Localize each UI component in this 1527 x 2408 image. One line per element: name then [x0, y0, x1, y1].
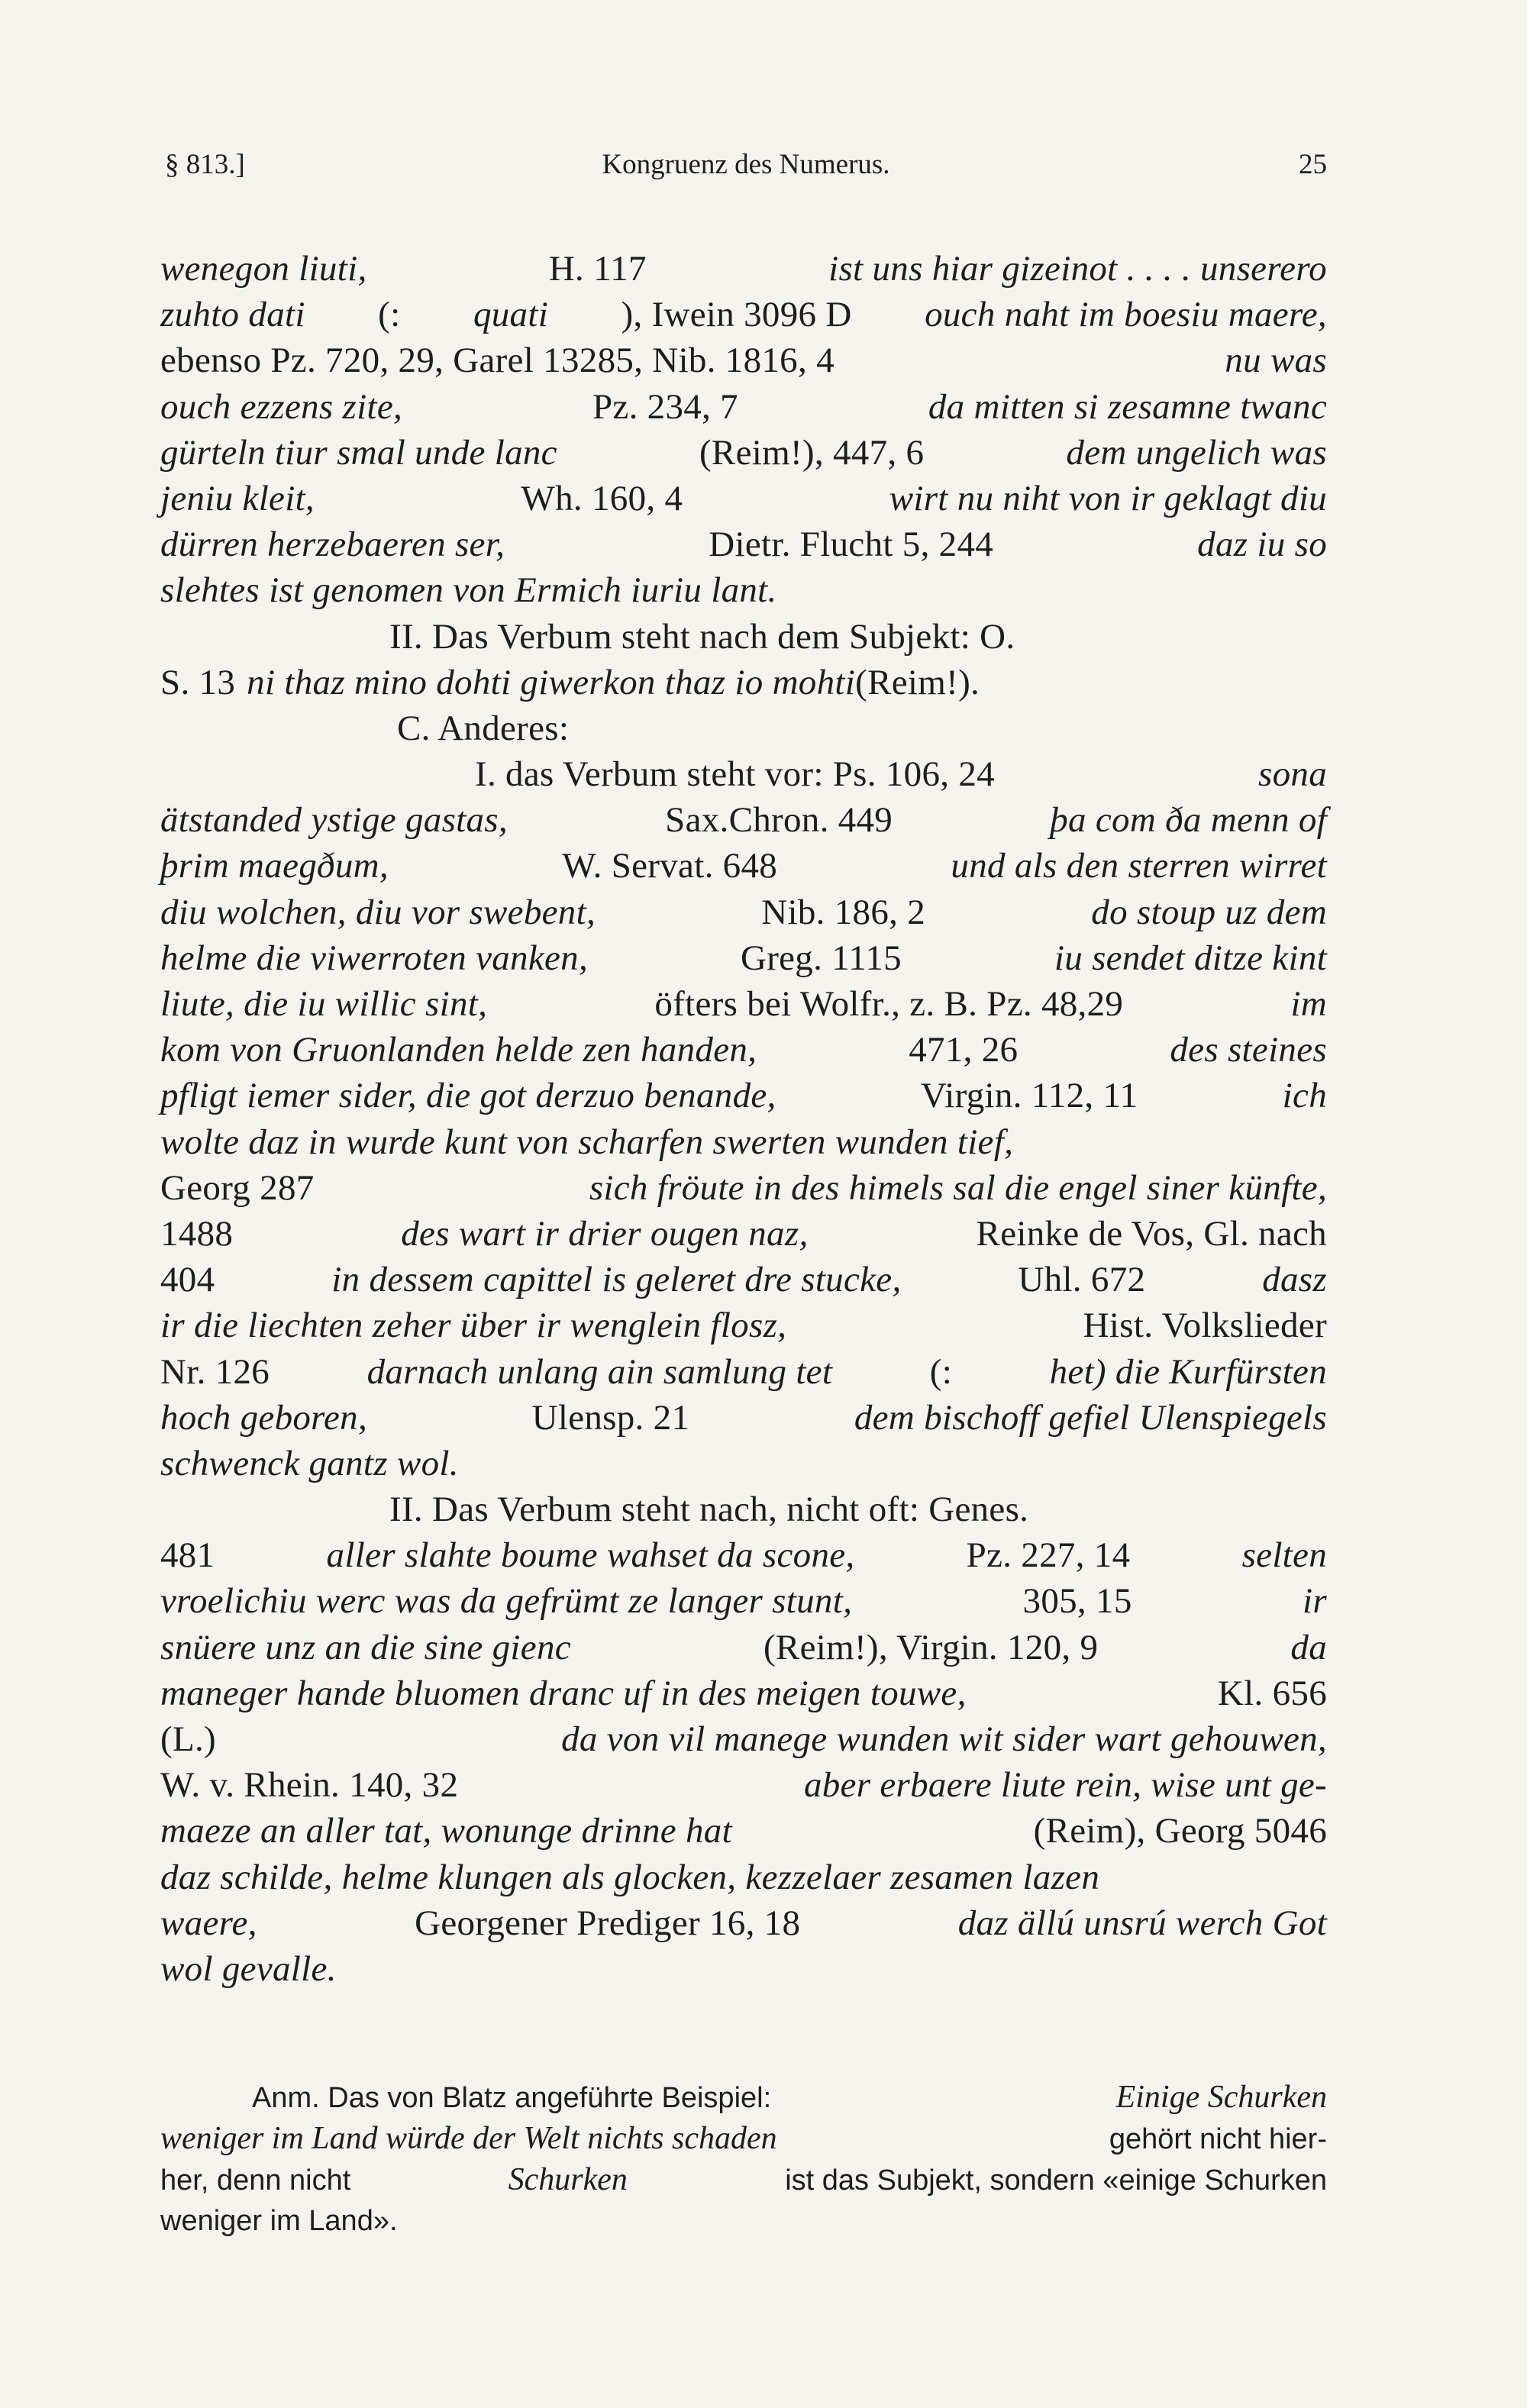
citation-text: 1488	[160, 1213, 234, 1254]
quoted-example: wolte daz in wurde kunt von scharfen swerten wunden tief,	[160, 1122, 1014, 1162]
text-line	[160, 1946, 1327, 1992]
quoted-example: do stoup uz dem	[1091, 892, 1327, 932]
quoted-example: da	[1290, 1627, 1327, 1667]
text-line	[160, 1211, 1327, 1257]
citation-text: her, denn nicht	[160, 2164, 351, 2197]
citation-text: Nr. 126	[160, 1351, 270, 1392]
text-line	[160, 981, 1327, 1027]
citation-text: ), Iwein 3096 D	[621, 295, 852, 335]
text-line	[160, 1716, 1327, 1762]
section-marker: § 813.]	[165, 149, 245, 180]
citation-text: ebenso Pz. 720, 29, Garel 13285, Nib. 1816, 4	[160, 341, 835, 381]
text-line	[160, 430, 1327, 476]
citation-text: Wh. 160, 4	[521, 478, 683, 518]
citation-text: C. Anderes:	[397, 708, 570, 748]
quoted-example: dem ungelich was	[1066, 432, 1327, 473]
text-line	[160, 1808, 1327, 1854]
quoted-example: iu sendet ditze kint	[1054, 938, 1327, 978]
quoted-example: daz schilde, helme klungen als glocken, kezzelaer zesamen lazen	[160, 1857, 1100, 1897]
quoted-example: liute, die iu willic sint,	[160, 984, 488, 1024]
quoted-example: wenegon liuti,	[160, 249, 367, 289]
citation-text: Dietr. Flucht 5, 244	[709, 525, 994, 565]
citation-text: Ulensp. 21	[531, 1397, 690, 1438]
citation-text: (Reim), Georg 5046	[1033, 1811, 1327, 1851]
quoted-example: maneger hande bluomen dranc uf in des meigen touwe,	[160, 1673, 967, 1713]
citation-text: ist das Subjekt, sondern «einige Schurken	[785, 2164, 1327, 2197]
note-line	[160, 2200, 1327, 2242]
text-line	[160, 521, 1327, 567]
quoted-example: quati	[473, 295, 549, 335]
quoted-example: da mitten si zesamne twanc	[928, 386, 1327, 427]
text-line	[160, 614, 1327, 660]
citation-text: Anm. Das von Blatz angeführte Beispiel:	[252, 2082, 772, 2114]
quoted-example: wol gevalle.	[160, 1948, 337, 1989]
quoted-example: ouch naht im boesiu maere,	[925, 295, 1327, 335]
quoted-example: hoch geboren,	[160, 1397, 368, 1438]
quoted-example: dasz	[1262, 1260, 1327, 1300]
quoted-example: pfligt iemer sider, die got derzuo benande,	[160, 1076, 776, 1116]
quoted-example: weniger im Land würde der Welt nichts schaden	[160, 2121, 777, 2156]
note-line	[160, 2159, 1327, 2200]
quoted-example: slehtes ist genomen von Ermich iuriu lant.	[160, 570, 777, 611]
quoted-example: in dessem capittel is geleret dre stucke,	[331, 1260, 902, 1300]
citation-text: öfters bei Wolfr., z. B. Pz. 48,29	[654, 984, 1124, 1024]
quoted-example: ouch ezzens zite,	[160, 386, 403, 427]
citation-text: (Reim!).	[855, 662, 980, 702]
citation-text: (Reim!), 447, 6	[699, 432, 925, 473]
text-line	[160, 705, 1327, 751]
text-line	[160, 1854, 1327, 1900]
citation-text: Nib. 186, 2	[761, 892, 926, 932]
citation-text: II. Das Verbum steht nach dem Subjekt: O.	[389, 616, 1015, 657]
text-line	[160, 337, 1327, 383]
citation-text: (L.)	[160, 1719, 216, 1759]
quoted-example: daz iu so	[1197, 525, 1327, 565]
citation-text: weniger im Land».	[160, 2205, 398, 2237]
citation-text: Kl. 656	[1217, 1673, 1327, 1713]
citation-text: Virgin. 112, 11	[920, 1076, 1138, 1116]
text-line	[160, 1900, 1327, 1946]
text-line	[160, 1486, 1327, 1532]
text-line	[160, 384, 1327, 430]
citation-text: 471, 26	[909, 1030, 1019, 1070]
text-line	[160, 1578, 1327, 1624]
text-line	[160, 1395, 1327, 1441]
quoted-example: dürren herzebaeren ser,	[160, 525, 505, 565]
text-line	[160, 246, 1327, 292]
quoted-example: und als den sterren wirret	[951, 846, 1327, 886]
citation-text: (Reim!), Virgin. 120, 9	[763, 1627, 1099, 1667]
citation-text: Pz. 234, 7	[592, 386, 738, 427]
citation-text: Georgener Prediger 16, 18	[415, 1903, 801, 1943]
text-line	[160, 751, 1327, 797]
citation-text: W. v. Rhein. 140, 32	[160, 1765, 459, 1806]
text-line	[160, 1532, 1327, 1578]
quoted-example: Einige Schurken	[1115, 2080, 1327, 2115]
text-line	[160, 935, 1327, 981]
quoted-example: darnach unlang ain samlung tet	[366, 1351, 833, 1392]
footnote-anm	[160, 2077, 1327, 2242]
note-line	[160, 2077, 1327, 2118]
text-line	[160, 843, 1327, 889]
citation-text: 404	[160, 1260, 215, 1300]
quoted-example: da von vil manege wunden wit sider wart gehouwen,	[561, 1719, 1327, 1759]
text-line	[160, 567, 1327, 613]
citation-text: II. Das Verbum steht nach, nicht oft: Genes.	[389, 1490, 1029, 1530]
citation-text: (:	[929, 1351, 953, 1392]
quoted-example: zuhto dati	[160, 295, 305, 335]
citation-text: Reinke de Vos, Gl. nach	[976, 1213, 1327, 1254]
text-line	[160, 889, 1327, 935]
note-line	[160, 2118, 1327, 2159]
quoted-example: aber erbaere liute rein, wise unt ge-	[803, 1765, 1327, 1806]
quoted-example: daz ällú unsrú werch Got	[957, 1903, 1327, 1943]
text-line	[160, 1119, 1327, 1165]
quoted-example: vroelichiu werc was da gefrümt ze langer stunt,	[160, 1581, 853, 1622]
quoted-example: maeze an aller tat, wonunge drinne hat	[160, 1811, 732, 1851]
page-number: 25	[1299, 149, 1327, 180]
quoted-example: ätstanded ystige gastas,	[160, 800, 508, 841]
quoted-example: het) die Kurfürsten	[1049, 1351, 1327, 1392]
text-line	[160, 1625, 1327, 1670]
citation-text: Uhl. 672	[1018, 1260, 1146, 1300]
quoted-example: ist uns hiar gizeinot . . . . unserero	[828, 249, 1327, 289]
quoted-example: Schurken	[508, 2162, 628, 2197]
quoted-example: ir die liechten zeher über ir wenglein flosz,	[160, 1306, 787, 1346]
citation-text: 481	[160, 1535, 215, 1576]
quoted-example: gürteln tiur smal unde lanc	[160, 432, 557, 473]
citation-text: I. das Verbum steht vor: Ps. 106, 24	[475, 754, 995, 795]
quoted-example: selten	[1241, 1535, 1327, 1576]
citation-text: H. 117	[548, 249, 647, 289]
quoted-example: jeniu kleit,	[160, 478, 315, 518]
running-title: Kongruenz des Numerus.	[602, 149, 890, 180]
quoted-example: wirt nu niht von ir geklagt diu	[889, 478, 1327, 518]
text-line	[160, 1302, 1327, 1348]
text-line	[160, 1441, 1327, 1486]
text-line	[160, 660, 1327, 705]
text-line	[160, 476, 1327, 521]
quoted-example: ich	[1282, 1076, 1327, 1116]
citation-text: gehört nicht hier-	[1109, 2123, 1327, 2155]
quoted-example: snüere unz an die sine gienc	[160, 1627, 571, 1667]
quoted-example: helme die viwerroten vanken,	[160, 938, 589, 978]
citation-text: Georg 287	[160, 1167, 315, 1208]
text-line	[160, 292, 1327, 337]
text-line	[160, 1073, 1327, 1118]
text-line	[160, 1762, 1327, 1808]
quoted-example: diu wolchen, diu vor swebent,	[160, 892, 596, 932]
citation-text: (:	[378, 295, 401, 335]
citation-text: Hist. Volkslieder	[1083, 1306, 1327, 1346]
text-line	[160, 1670, 1327, 1716]
quoted-example: schwenck gantz wol.	[160, 1443, 459, 1483]
main-text	[160, 246, 1327, 1992]
text-line	[160, 1027, 1327, 1073]
quoted-example: kom von Gruonlanden helde zen handen,	[160, 1030, 757, 1070]
citation-text: W. Servat. 648	[562, 846, 778, 886]
text-line	[160, 1349, 1327, 1395]
quoted-example: aller slahte boume wahset da scone,	[326, 1535, 855, 1576]
quoted-example: ni thaz mino dohti giwerkon thaz io mohti	[247, 662, 856, 702]
quoted-example: þa com ða menn of	[1050, 800, 1327, 841]
quoted-example: nu was	[1225, 341, 1327, 381]
quoted-example: des steines	[1170, 1030, 1327, 1070]
quoted-example: sich fröute in des himels sal die engel siner künfte,	[589, 1167, 1327, 1208]
quoted-example: þrim maegðum,	[160, 846, 389, 886]
quoted-example: im	[1290, 984, 1327, 1024]
citation-text: Pz. 227, 14	[966, 1535, 1131, 1576]
citation-text: Greg. 1115	[740, 938, 902, 978]
citation-text: Sax.Chron. 449	[665, 800, 893, 841]
text-line	[160, 797, 1327, 843]
quoted-example: des wart ir drier ougen naz,	[401, 1213, 809, 1254]
quoted-example: dem bischoff gefiel Ulenspiegels	[854, 1397, 1327, 1438]
citation-text: 305, 15	[1022, 1581, 1132, 1622]
text-line	[160, 1165, 1327, 1211]
citation-text: S. 13	[160, 662, 236, 702]
quoted-example: waere,	[160, 1903, 257, 1943]
quoted-example: ir	[1303, 1581, 1327, 1622]
quoted-example: sona	[1258, 754, 1327, 795]
text-line	[160, 1257, 1327, 1302]
